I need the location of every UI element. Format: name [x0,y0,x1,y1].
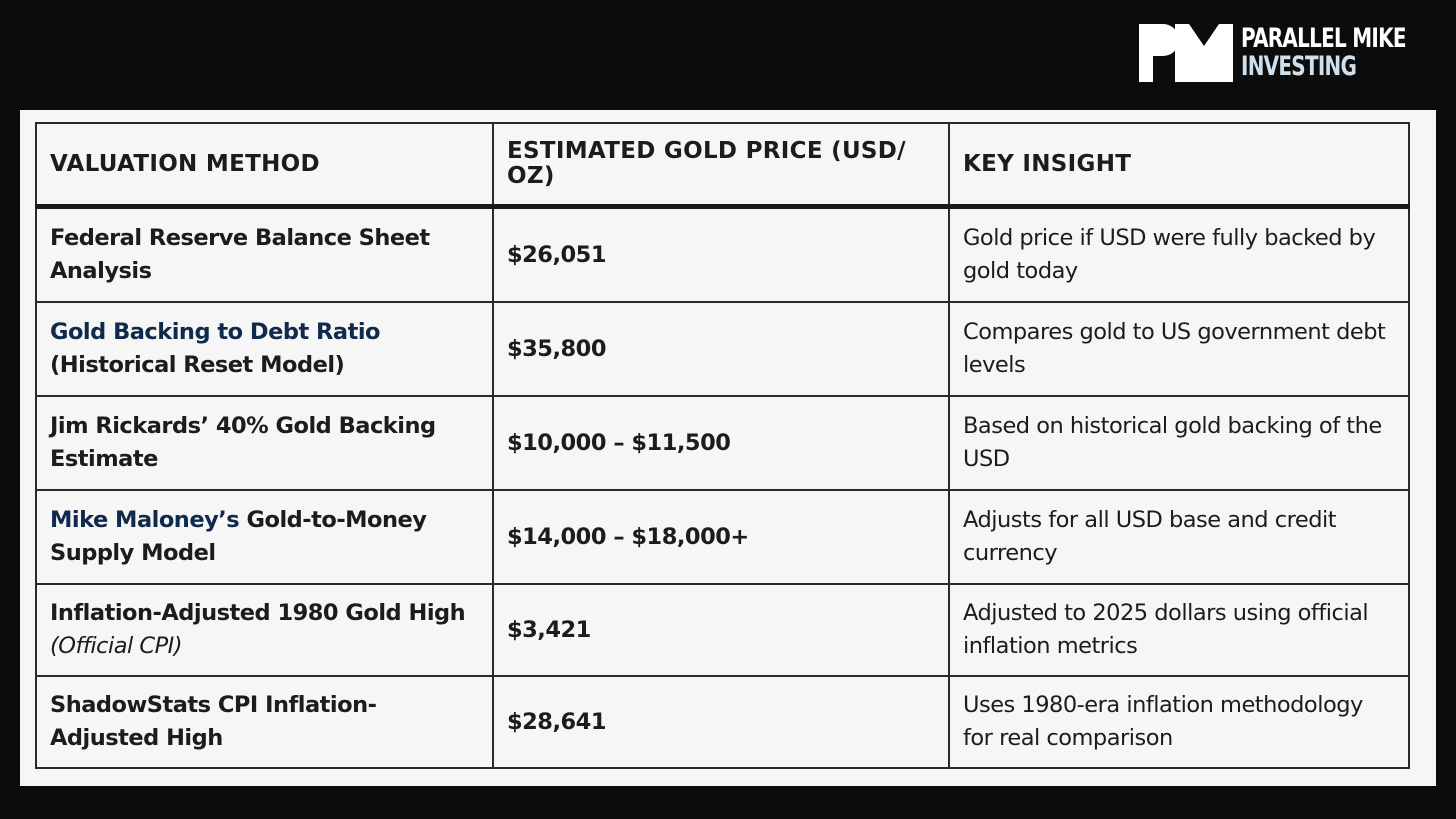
pm-logo-icon [1139,24,1233,82]
table-row [36,207,1409,303]
gold-backing-debt-ratio-link[interactable]: Gold Backing to Debt Ratio [50,319,380,345]
price-cell: $10,000 – $11,500 [493,396,949,490]
insight-cell: Based on historical gold backing of the USD [949,396,1409,490]
table-row [36,302,1409,396]
method-cell-text: (Historical Reset Model) [50,352,345,378]
method-cell: Jim Rickards’ 40% Gold Backing Estimate [36,396,493,490]
price-cell: $14,000 – $18,000+ [493,490,949,584]
method-cell-text: Gold-to-Money Supply Model [50,507,427,566]
header-key-insight: KEY INSIGHT [949,123,1409,207]
table-row [36,676,1409,768]
method-cell-note: (Official CPI) [50,633,183,659]
header-estimated-price: ESTIMATED GOLD PRICE (USD/ OZ) [493,123,949,207]
table-header-row [36,123,1409,207]
header-valuation-method: VALUATION METHOD [36,123,493,207]
brand-name [1241,25,1406,81]
mike-maloney-link[interactable]: Mike Maloney’s [50,507,240,533]
table-row [36,396,1409,490]
brand-logo [1139,24,1456,82]
table-panel [20,110,1436,786]
insight-cell: Uses 1980-era inflation methodology for real comparison [949,676,1409,768]
method-cell [36,490,493,584]
method-cell-text: Inflation-Adjusted 1980 Gold High [50,600,466,626]
method-cell [36,584,493,676]
method-cell: ShadowStats CPI Inflation-Adjusted High [36,676,493,768]
price-cell: $26,051 [493,207,949,303]
method-cell [36,302,493,396]
insight-cell: Adjusted to 2025 dollars using official inflation metrics [949,584,1409,676]
method-cell: Federal Reserve Balance Sheet Analysis [36,207,493,303]
price-cell: $28,641 [493,676,949,768]
insight-cell: Adjusts for all USD base and credit currency [949,490,1409,584]
table-row [36,490,1409,584]
insight-cell: Gold price if USD were fully backed by gold today [949,207,1409,303]
brand-name-line1: PARALLEL MIKE [1241,23,1406,54]
price-cell: $35,800 [493,302,949,396]
insight-cell: Compares gold to US government debt levels [949,302,1409,396]
price-cell: $3,421 [493,584,949,676]
brand-name-line2: INVESTING [1241,51,1357,82]
table-row [36,584,1409,676]
valuation-table [35,122,1410,769]
